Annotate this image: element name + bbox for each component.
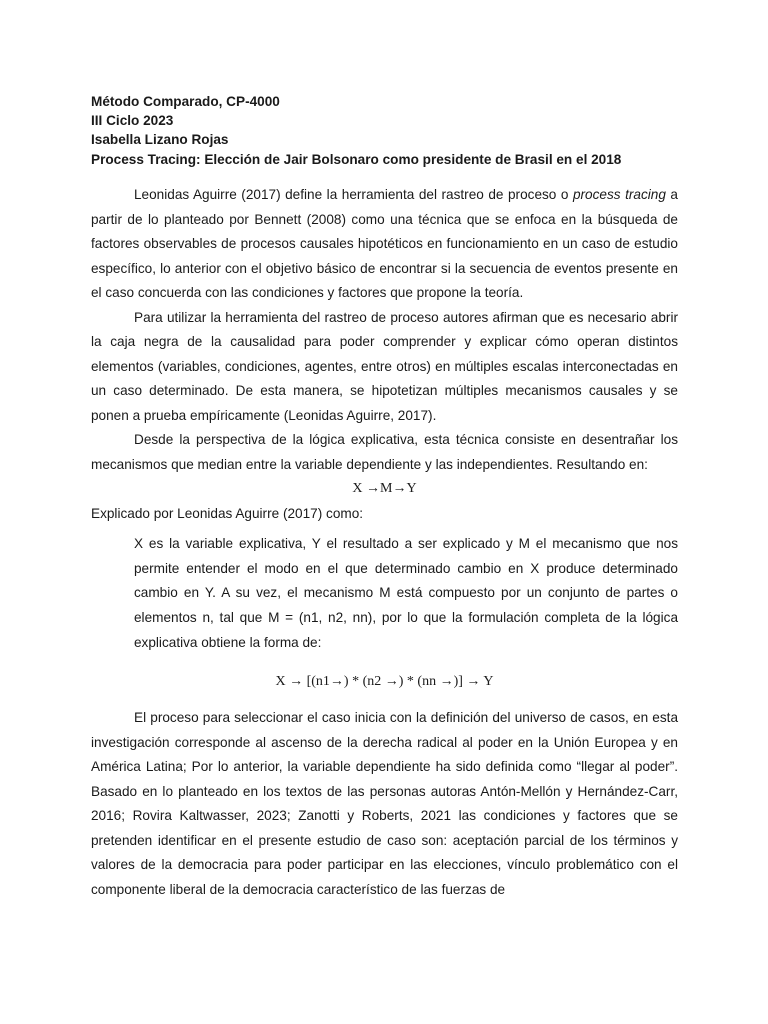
author-line: Isabella Lizano Rojas: [91, 132, 229, 148]
paragraph-5: El proceso para seleccionar el caso inicia con la definición del universo de casos, en esta investigación corresponde al ascenso de la derecha radical al poder en la Unión Europea y en América Latina; Por lo anterior, la variable dependiente ha sido definida como “llegar al poder”. Basado en lo planteado en los textos de las personas autoras Antón-Mellón y Hernández-Carr, 2016; Rovira Kaltwasser, 2023; Zanotti y Roberts, 2021 las condiciones y factores que se pretenden identificar en el presente estudio de caso son: aceptación parcial de los términos y valores de la democracia para poder participar en las elecciones, vínculo problemático con el componente liberal de la democracia característico de las fuerzas de: [91, 710, 678, 897]
document-header: [91, 92, 691, 169]
block-quote: X es la variable explicativa, Y el resultado a ser explicado y M el mecanismo que nos permite entender el modo en el que determinado cambio en X produce determinado cambio en Y. A su vez, el mecanismo M está compuesto por un conjunto de partes o elementos n, tal que M = (n1, n2, nn), por lo que la formulación completa de la lógica explicativa obtiene la forma de:: [134, 536, 678, 650]
paragraph-4: Explicado por Leonidas Aguirre (2017) como:: [91, 505, 364, 521]
formula-simple: X →M→Y: [352, 481, 417, 496]
document-title: Process Tracing: Elección de Jair Bolsonaro como presidente de Brasil en el 2018: [91, 151, 622, 167]
paragraph-1-start: Leonidas Aguirre (2017) define la herramienta del rastreo de proceso o: [134, 187, 573, 202]
paragraph-1: [91, 183, 678, 306]
course-line: Método Comparado, CP-4000: [91, 94, 280, 109]
document-body: [91, 183, 678, 902]
paragraph-1-italic-term: process tracing: [572, 187, 666, 202]
formula-full: X → [(n1→) * (n2 →) * (nn →)] → Y: [275, 673, 494, 689]
paragraph-1-end: a partir de lo planteado por Bennett (2008) como una técnica que se enfoca en la búsqueda de factores observables de procesos causales hipotéticos en funcionamiento en un caso de estudio específico, lo anterior con el objetivo básico de encontrar si la secuencia de eventos presente en el caso concuerda con las condiciones y factores que propone la teoría.: [91, 187, 678, 300]
cycle-line: III Ciclo 2023: [91, 113, 174, 129]
paragraph-2: Para utilizar la herramienta del rastreo de proceso autores afirman que es necesario abrir la caja negra de la causalidad para poder comprender y explicar cómo operan distintos elementos (variables, condiciones, agentes, entre otros) en múltiples escalas interconectadas en un caso determinado. De esta manera, se hipotetizan múltiples mecanismos causales y se ponen a prueba empíricamente (Leonidas Aguirre, 2017).: [91, 309, 678, 423]
paragraph-3: Desde la perspectiva de la lógica explicativa, esta técnica consiste en desentrañar los mecanismos que median entre la variable dependiente y las independientes. Resultando en:: [91, 432, 678, 472]
